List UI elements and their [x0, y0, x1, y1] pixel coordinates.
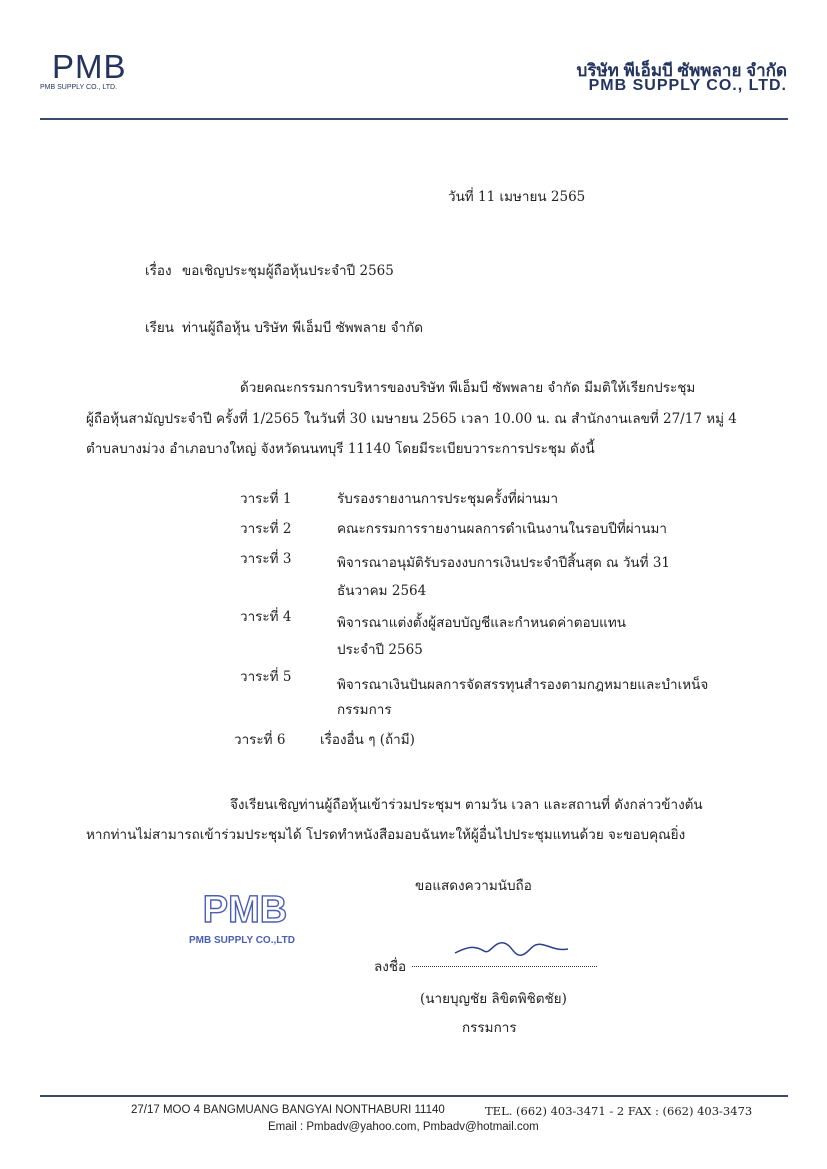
agenda-item-continued: กรรมการ: [337, 702, 392, 718]
stamp-subtext: PMB SUPPLY CO.,LTD: [189, 935, 295, 946]
intro-line: ผู้ถือหุ้นสามัญประจำปี ครั้งที่ 1/2565 ในวันที่ 30 เมษายน 2565 เวลา 10.00 น. ณ สำนักงานเลขที่ 27/17 หมู่ 4: [86, 411, 737, 427]
signer-name: (นายบุญชัย ลิขิตพิชิตชัย): [420, 991, 567, 1007]
closing-line: จึงเรียนเชิญท่านผู้ถือหุ้นเข้าร่วมประชุมฯ ตามวัน เวลา และสถานที่ ดังกล่าวข้างต้น: [230, 797, 703, 813]
company-name-thai: บริษัท พีเอ็มบี ซัพพลาย จำกัด: [576, 61, 787, 80]
agenda-item-continued: ประจำปี 2565: [337, 642, 423, 658]
agenda-item: พิจารณาอนุมัติรับรองงบการเงินประจำปีสิ้นสุด ณ วันที่ 31: [337, 555, 671, 571]
footer-email: Email : Pmbadv@yahoo.com, Pmbadv@hotmail.com: [268, 1121, 539, 1133]
subject-label: เรื่อง: [145, 263, 172, 279]
agenda-label: วาระที่ 4: [240, 609, 292, 625]
agenda-item: เรื่องอื่น ๆ (ถ้ามี): [320, 732, 415, 748]
footer-divider: [40, 1095, 788, 1097]
footer-address: 27/17 MOO 4 BANGMUANG BANGYAI NONTHABURI 11140: [131, 1104, 445, 1116]
handwritten-signature: [452, 935, 572, 969]
agenda-label: วาระที่ 2: [240, 521, 292, 537]
company-logo: PMB: [52, 48, 127, 85]
signer-title: กรรมการ: [462, 1020, 517, 1036]
recipient-text: ท่านผู้ถือหุ้น บริษัท พีเอ็มบี ซัพพลาย จำกัด: [182, 320, 424, 336]
agenda-label: วาระที่ 1: [240, 491, 292, 507]
agenda-label: วาระที่ 3: [240, 551, 292, 567]
footer-phone: TEL. (662) 403-3471 - 2 FAX : (662) 403-3473: [485, 1104, 753, 1118]
agenda-item-continued: ธันวาคม 2564: [337, 583, 427, 599]
agenda-item: พิจารณาแต่งตั้งผู้สอบบัญชีและกำหนดค่าตอบแทน: [337, 615, 626, 631]
company-stamp: [180, 886, 310, 950]
header-divider: [40, 118, 788, 120]
agenda-label: วาระที่ 5: [240, 669, 292, 685]
stamp-graphic: [180, 886, 310, 950]
sign-label: ลงชื่อ: [374, 959, 407, 975]
company-name-english: PMB SUPPLY CO., LTD.: [588, 77, 787, 94]
agenda-label: วาระที่ 6: [234, 732, 286, 748]
intro-line: ตำบลบางม่วง อำเภอบางใหญ่ จังหวัดนนทบุรี 11140 โดยมีระเบียบวาระการประชุม ดังนี้: [86, 441, 595, 457]
company-logo-subtext: PMB SUPPLY CO., LTD.: [40, 84, 118, 91]
agenda-item: คณะกรรมการรายงานผลการดำเนินงานในรอบปีที่ผ่านมา: [337, 521, 667, 537]
intro-line: ด้วยคณะกรรมการบริหารของบริษัท พีเอ็มบี ซัพพลาย จำกัด มีมติให้เรียกประชุม: [240, 380, 696, 396]
subject-text: ขอเชิญประชุมผู้ถือหุ้นประจำปี 2565: [182, 263, 394, 279]
agenda-item: พิจารณาเงินปันผลการจัดสรรทุนสำรองตามกฎหมายและบำเหน็จ: [337, 677, 709, 693]
stamp-text: PMB: [202, 889, 288, 931]
signature-line: [412, 966, 597, 967]
regards-text: ขอแสดงความนับถือ: [415, 878, 532, 894]
letter-date: วันที่ 11 เมษายน 2565: [448, 189, 586, 205]
agenda-item: รับรองรายงานการประชุมครั้งที่ผ่านมา: [337, 491, 559, 507]
recipient-label: เรียน: [145, 320, 175, 336]
closing-line: หากท่านไม่สามารถเข้าร่วมประชุมได้ โปรดทำหนังสือมอบฉันทะให้ผู้อื่นไปประชุมแทนด้วย จะขอบคุณยิ่ง: [86, 827, 686, 843]
